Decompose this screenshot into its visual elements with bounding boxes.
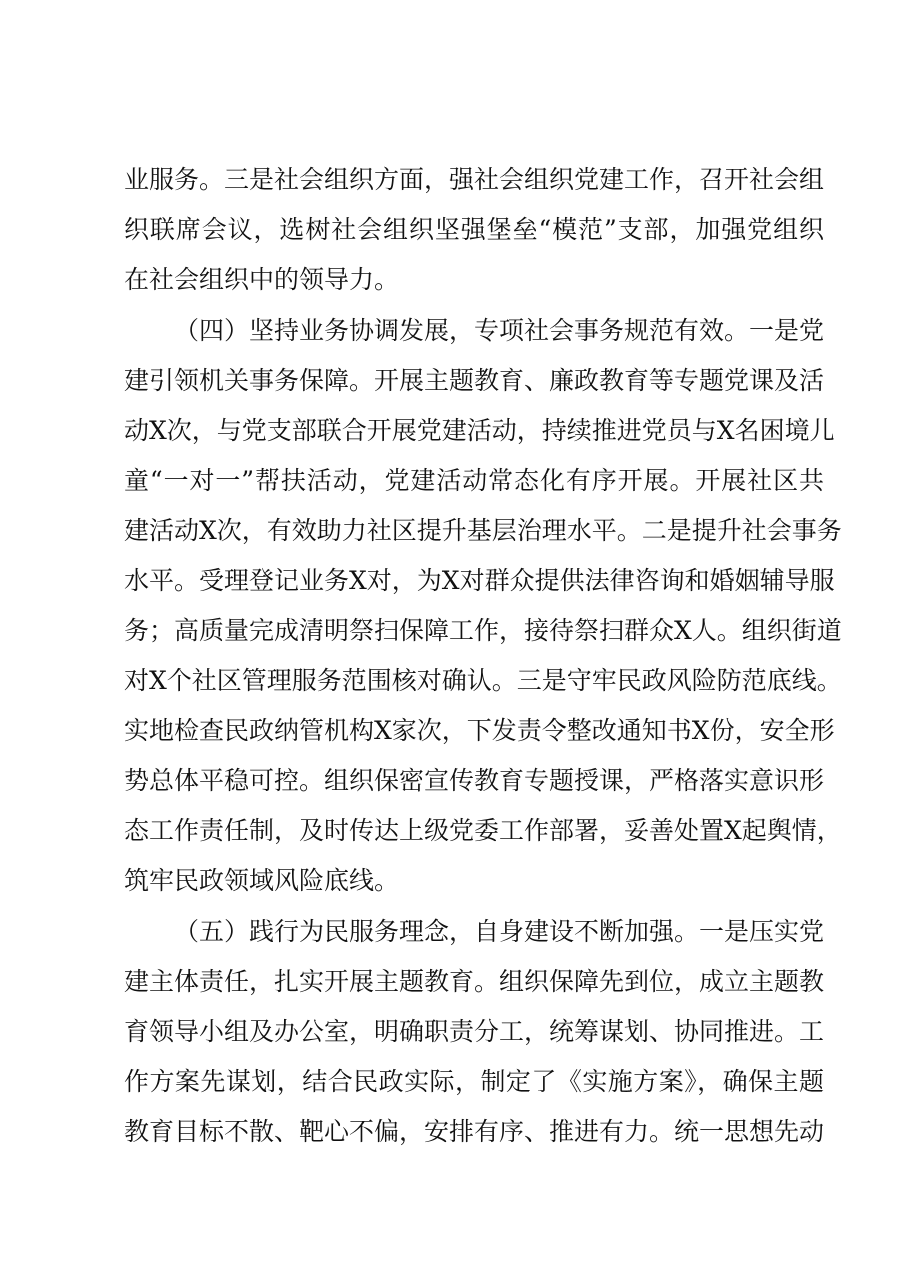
paragraph-line: 建主体责任，扎实开展主题教育。组织保障先到位，成立主题教: [124, 967, 825, 996]
paragraph-line: 建活动X次，有效助力社区提升基层治理水平。二是提升社会事务: [124, 516, 842, 545]
paragraph-line: 童“一对一”帮扶活动，党建活动常态化有序开展。开展社区共: [124, 466, 824, 495]
paragraph-line: 建引领机关事务保障。开展主题教育、廉政教育等专题党课及活: [124, 366, 825, 395]
paragraph-line: 育领导小组及办公室，明确职责分工，统筹谋划、协同推进。工: [124, 1017, 825, 1046]
paragraph-line: 态工作责任制，及时传达上级党委工作部署，妥善处置X起舆情，: [124, 816, 842, 845]
paragraph-line: 筑牢民政领域风险底线。: [124, 866, 400, 895]
paragraph-line: 教育目标不散、靶心不偏，安排有序、推进有力。统一思想先动: [124, 1117, 825, 1146]
paragraph-line: 动X次，与党支部联合开展党建活动，持续推进党员与X名困境儿: [124, 416, 835, 445]
paragraph-line: 业服务。三是社会组织方面，强社会组织党建工作，召开社会组: [124, 165, 825, 194]
paragraph-line: 织联席会议，选树社会组织坚强堡垒“模范”支部，加强党组织: [124, 215, 824, 244]
paragraph-line: 在社会组织中的领导力。: [124, 265, 400, 294]
paragraph-line: 水平。受理登记业务X对，为X对群众提供法律咨询和婚姻辅导服: [124, 566, 835, 595]
paragraph-line: 实地检查民政纳管机构X家次，下发责令整改通知书X份，安全形: [124, 716, 835, 745]
section-four-heading-line: （四）坚持业务协调发展，专项社会事务规范有效。一是党: [174, 316, 825, 345]
paragraph-line: 务；高质量完成清明祭扫保障工作，接待祭扫群众X人。组织街道: [124, 616, 842, 645]
paragraph-line: 势总体平稳可控。组织保密宣传教育专题授课，严格落实意识形: [124, 766, 825, 795]
section-five-heading-line: （五）践行为民服务理念，自身建设不断加强。一是压实党: [174, 917, 825, 946]
paragraph-line: 对X个社区管理服务范围核对确认。三是守牢民政风险防范底线。: [124, 666, 842, 695]
paragraph-line: 作方案先谋划，结合民政实际，制定了《实施方案》，确保主题: [124, 1067, 824, 1096]
